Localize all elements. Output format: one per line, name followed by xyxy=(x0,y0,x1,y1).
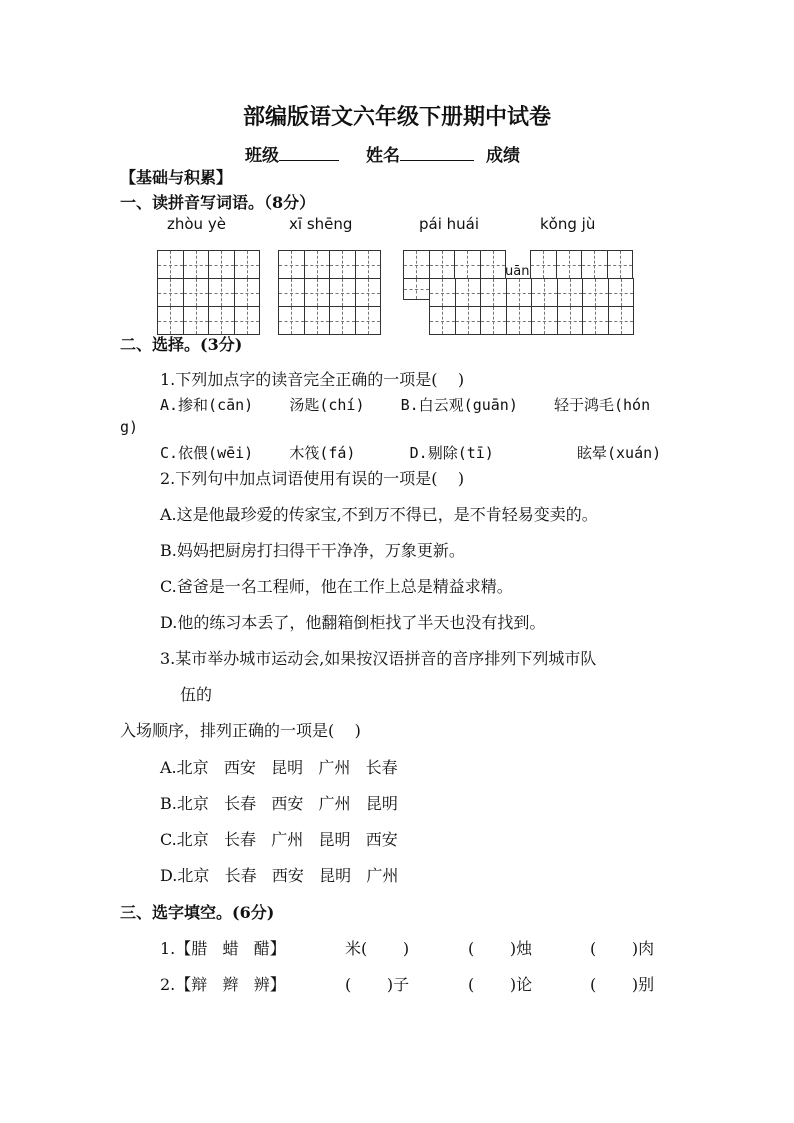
grid-guide-line xyxy=(416,279,417,299)
writing-cell[interactable] xyxy=(454,250,481,279)
grid-guide-line xyxy=(467,251,468,278)
grid-guide-line xyxy=(196,307,197,334)
grid-guide-line xyxy=(196,251,197,278)
grid-guide-line xyxy=(247,251,248,278)
writing-cell[interactable] xyxy=(278,306,305,335)
grid-guide-line xyxy=(442,307,443,334)
grid-guide-line xyxy=(247,279,248,306)
writing-cell[interactable] xyxy=(557,278,584,307)
grid-guide-line xyxy=(595,307,596,334)
writing-cell[interactable] xyxy=(355,250,382,279)
grid-guide-line xyxy=(620,251,621,278)
writing-cell[interactable] xyxy=(429,306,456,335)
writing-cell[interactable] xyxy=(556,250,583,279)
writing-cell[interactable] xyxy=(429,250,456,279)
name-field xyxy=(366,141,474,166)
q3-row1-label: 1.【腊 蜡 醋】 xyxy=(160,939,286,958)
writing-cell[interactable] xyxy=(278,278,305,307)
section-tag: 【基础与积累】 xyxy=(120,168,233,187)
writing-cell[interactable] xyxy=(183,306,210,335)
grid-guide-line xyxy=(544,279,545,306)
grid-guide-line xyxy=(368,279,369,306)
grid-guide-line xyxy=(544,307,545,334)
writing-cell[interactable] xyxy=(506,306,533,335)
q2-item3-option-c: C.北京 长春 广州 昆明 西安 xyxy=(160,830,398,849)
q2-item3-stem: 3.某市举办城市运动会,如果按汉语拼音的音序排列下列城市队 xyxy=(160,649,597,668)
writing-cell[interactable] xyxy=(208,278,235,307)
grid-guide-line xyxy=(493,307,494,334)
grid-guide-line xyxy=(519,307,520,334)
writing-cell[interactable] xyxy=(355,306,382,335)
grid-guide-line xyxy=(221,251,222,278)
writing-cell[interactable] xyxy=(234,278,261,307)
writing-cell[interactable] xyxy=(355,278,382,307)
q2-item3-option-a: A.北京 西安 昆明 广州 长春 xyxy=(160,758,398,777)
q2-item1-stem: 1.下列加点字的读音完全正确的一项是( ) xyxy=(160,370,465,389)
writing-cell[interactable] xyxy=(531,306,558,335)
grid-guide-line xyxy=(317,279,318,306)
grid-guide-line xyxy=(317,251,318,278)
writing-cell[interactable] xyxy=(506,278,533,307)
grid-guide-line xyxy=(570,307,571,334)
grid-guide-line xyxy=(247,307,248,334)
q3-row1-blank-3[interactable]: ( )肉 xyxy=(590,939,655,958)
writing-cell[interactable] xyxy=(582,278,609,307)
q1-heading: 一、读拼音写词语。（8分） xyxy=(120,193,316,212)
grid-guide-line xyxy=(493,279,494,306)
writing-cell[interactable] xyxy=(607,250,634,279)
grid-guide-line xyxy=(170,279,171,306)
q3-row2-label: 2.【辩 辫 辨】 xyxy=(160,975,286,994)
writing-cell[interactable] xyxy=(234,250,261,279)
grid-guide-line xyxy=(570,279,571,306)
grid-guide-line xyxy=(342,251,343,278)
q2-item1-line-a: A.掺和(cān) 汤匙(chí) B.白云观(guān) 轻于鸿毛(hón xyxy=(160,396,651,414)
writing-cell[interactable] xyxy=(208,250,235,279)
grid-guide-line xyxy=(291,279,292,306)
q3-row2-blank-2[interactable]: ( )论 xyxy=(468,975,533,994)
q2-item1-line-a-wrap: g) xyxy=(120,418,139,436)
q3-row1-blank-2[interactable]: ( )烛 xyxy=(468,939,533,958)
grid-guide-line xyxy=(594,251,595,278)
grid-guide-line xyxy=(493,251,494,278)
pinyin-2: xī shēng xyxy=(289,215,353,233)
pinyin-4: kǒng jù xyxy=(540,215,596,233)
name-blank[interactable] xyxy=(400,144,474,161)
writing-cell[interactable] xyxy=(455,306,482,335)
q2-item1-line-c: C.依偎(wēi) 木筏(fá) D.剔除(tī) xyxy=(160,444,494,462)
class-label: 班级 xyxy=(245,146,279,166)
q2-item2-stem: 2.下列句中加点词语使用有误的一项是( ) xyxy=(160,469,465,488)
name-label: 姓名 xyxy=(366,146,400,166)
grid-guide-line xyxy=(519,279,520,306)
writing-cell[interactable] xyxy=(480,278,507,307)
grid-guide-line xyxy=(342,279,343,306)
grid-guide-line xyxy=(621,279,622,306)
writing-cell[interactable] xyxy=(278,250,305,279)
writing-cell[interactable] xyxy=(608,278,635,307)
grid-guide-line xyxy=(442,279,443,306)
writing-cell[interactable] xyxy=(429,278,456,307)
q2-item3-option-d: D.北京 长春 西安 昆明 广州 xyxy=(160,866,399,885)
grid-guide-line xyxy=(342,307,343,334)
grid-guide-line xyxy=(468,307,469,334)
grid-guide-line xyxy=(368,307,369,334)
grid-guide-line xyxy=(621,307,622,334)
q3-row1-blank-1[interactable]: 米( ) xyxy=(345,939,410,958)
writing-cell[interactable] xyxy=(530,250,557,279)
writing-cell[interactable] xyxy=(157,278,184,307)
pinyin-3: pái huái xyxy=(419,215,480,233)
writing-cell[interactable] xyxy=(557,306,584,335)
q2-item3-stem-end: 入场顺序，排列正确的一项是( ) xyxy=(120,721,361,740)
grid-guide-line xyxy=(468,279,469,306)
grid-guide-line xyxy=(595,279,596,306)
writing-cell[interactable] xyxy=(329,250,356,279)
q3-heading: 三、选字填空。(6分) xyxy=(120,903,275,922)
q2-item2-option-c: C.爸爸是一名工程师，他在工作上总是精益求精。 xyxy=(160,577,513,596)
page-title: 部编版语文六年级下册期中试卷 xyxy=(242,104,551,130)
grid-guide-line xyxy=(317,307,318,334)
q2-item2-option-a: A.这是他最珍爱的传家宝,不到万不得已，是不肯轻易变卖的。 xyxy=(160,505,598,524)
stray-pinyin-fragment: uān xyxy=(505,264,530,279)
q2-heading: 二、选择。(3分) xyxy=(120,335,243,354)
grid-guide-line xyxy=(196,279,197,306)
writing-cell[interactable] xyxy=(304,250,331,279)
writing-cell[interactable] xyxy=(455,278,482,307)
grid-guide-line xyxy=(221,307,222,334)
class-blank[interactable] xyxy=(279,144,339,161)
writing-cell[interactable] xyxy=(208,306,235,335)
writing-cell[interactable] xyxy=(582,306,609,335)
q2-item3-option-b: B.北京 长春 西安 广州 昆明 xyxy=(160,794,398,813)
q2-item2-option-b: B.妈妈把厨房打扫得干干净净，万象更新。 xyxy=(160,541,465,560)
grid-guide-line xyxy=(221,279,222,306)
writing-cell[interactable] xyxy=(329,306,356,335)
writing-cell[interactable] xyxy=(183,250,210,279)
grid-guide-line xyxy=(170,251,171,278)
writing-cell[interactable] xyxy=(157,250,184,279)
grid-guide-line xyxy=(569,251,570,278)
grid-guide-line xyxy=(291,251,292,278)
grid-guide-line xyxy=(416,251,417,278)
grid-guide-line xyxy=(170,307,171,334)
grid-guide-line xyxy=(543,251,544,278)
q3-row2-blank-3[interactable]: ( )别 xyxy=(590,975,655,994)
writing-cell[interactable] xyxy=(403,250,430,279)
grid-guide-line xyxy=(442,251,443,278)
score-label: 成绩 xyxy=(486,146,520,166)
writing-cell[interactable] xyxy=(480,250,507,279)
q2-item2-option-d: D.他的练习本丢了，他翻箱倒柜找了半天也没有找到。 xyxy=(160,613,546,632)
q2-item3-stem-cont: 伍的 xyxy=(180,685,213,704)
q3-row2-blank-1[interactable]: ( )子 xyxy=(345,975,410,994)
writing-cell[interactable] xyxy=(304,306,331,335)
writing-cell[interactable] xyxy=(157,306,184,335)
writing-cell[interactable] xyxy=(608,306,635,335)
writing-cell[interactable] xyxy=(403,278,430,300)
pinyin-1: zhòu yè xyxy=(167,215,226,233)
grid-guide-line xyxy=(291,307,292,334)
writing-cell[interactable] xyxy=(304,278,331,307)
writing-cell[interactable] xyxy=(480,306,507,335)
grid-guide-line xyxy=(368,251,369,278)
writing-cell[interactable] xyxy=(183,278,210,307)
class-field xyxy=(245,141,339,166)
writing-cell[interactable] xyxy=(531,278,558,307)
writing-cell[interactable] xyxy=(329,278,356,307)
writing-cell[interactable] xyxy=(581,250,608,279)
writing-cell[interactable] xyxy=(234,306,261,335)
q2-item1-line-c-end: 眩晕(xuán) xyxy=(577,444,662,462)
